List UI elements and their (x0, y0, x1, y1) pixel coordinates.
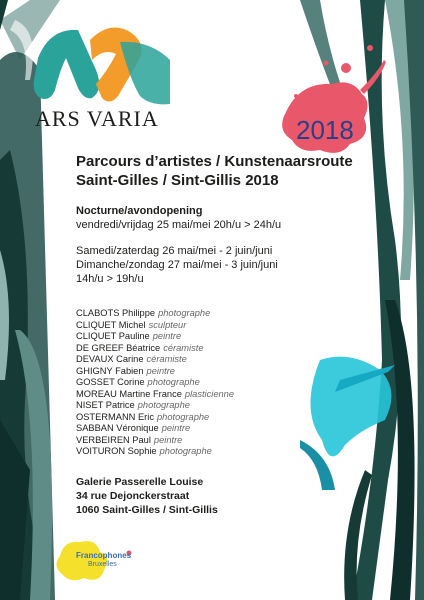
artist-role: photographe (158, 308, 211, 318)
artist-item (76, 423, 234, 435)
artist-item (76, 366, 234, 378)
artist-role: photographe (147, 377, 200, 387)
dates-line-1: Samedi/zaterdag 26 mai/mei - 2 juin/juni (76, 245, 273, 257)
artist-item (76, 400, 234, 412)
artist-item (76, 354, 234, 366)
sponsor-logo-subtext: Bruxelles (88, 561, 117, 568)
poster-title (76, 152, 353, 190)
artist-item (76, 412, 234, 424)
artist-name: DEVAUX Carine (76, 354, 144, 364)
venue-address (76, 475, 218, 517)
venue-city: 1060 Saint-Gilles / Sint-Gillis (76, 504, 218, 516)
artist-name: SABBAN Véronique (76, 423, 159, 433)
title-line-1: Parcours d’artistes / Kunstenaarsroute (76, 153, 353, 170)
opening-dates (76, 244, 278, 286)
artist-role: sculpteur (148, 319, 187, 330)
artist-name: NISET Patrice (76, 400, 135, 410)
sponsor-logo-text: Francophones (76, 551, 132, 560)
artist-name: DE GREEF Béatrice (76, 342, 161, 353)
artist-role: photographe (159, 446, 212, 456)
artist-role: peintre (146, 365, 175, 376)
artist-name: GHIGNY Fabien (76, 365, 144, 376)
nocturne-time: vendredi/vrijdag 25 mai/mei 20h/u > 24h/u (76, 219, 282, 231)
artist-item (76, 343, 234, 355)
artist-role: peintre (153, 434, 183, 445)
artist-name: GOSSET Corine (76, 377, 145, 387)
artist-item (76, 377, 234, 389)
artist-item (76, 389, 234, 401)
artist-role: photographe (137, 400, 190, 410)
artist-name: VERBEIREN Paul (76, 434, 151, 445)
dates-line-2: Dimanche/zondag 27 mai/mei - 3 juin/juni (76, 259, 278, 271)
artist-role: céramiste (146, 354, 187, 364)
artist-item (76, 331, 234, 343)
venue-street: 34 rue Dejonckerstraat (76, 490, 190, 502)
nocturne-section (76, 204, 281, 232)
ars-varia-logo-text: ARS VARIA (35, 106, 159, 131)
artist-role: photographe (157, 411, 210, 422)
artist-name: MOREAU Martine France (76, 388, 182, 399)
artist-name: CLABOTS Philippe (76, 308, 156, 318)
year-label: 2018 (296, 115, 354, 145)
artist-role: plasticienne (184, 388, 235, 399)
artist-item (76, 320, 234, 332)
artist-item (76, 435, 234, 447)
artist-name: VOITURON Sophie (76, 446, 157, 456)
artist-name: OSTERMANN Eric (76, 411, 154, 422)
artist-role: peintre (161, 423, 191, 433)
artist-item (76, 308, 234, 320)
artist-list (76, 308, 234, 458)
artist-name: CLIQUET Pauline (76, 331, 150, 341)
venue-name: Galerie Passerelle Louise (76, 476, 204, 488)
title-line-2: Saint-Gilles / Sint-Gillis 2018 (76, 172, 279, 189)
nocturne-heading: Nocturne/avondopening (76, 205, 203, 217)
artist-role: céramiste (163, 342, 204, 353)
artist-role: peintre (152, 331, 182, 341)
artist-name: CLIQUET Michel (76, 319, 146, 330)
dates-line-3: 14h/u > 19h/u (76, 273, 144, 285)
artist-item (76, 446, 234, 458)
